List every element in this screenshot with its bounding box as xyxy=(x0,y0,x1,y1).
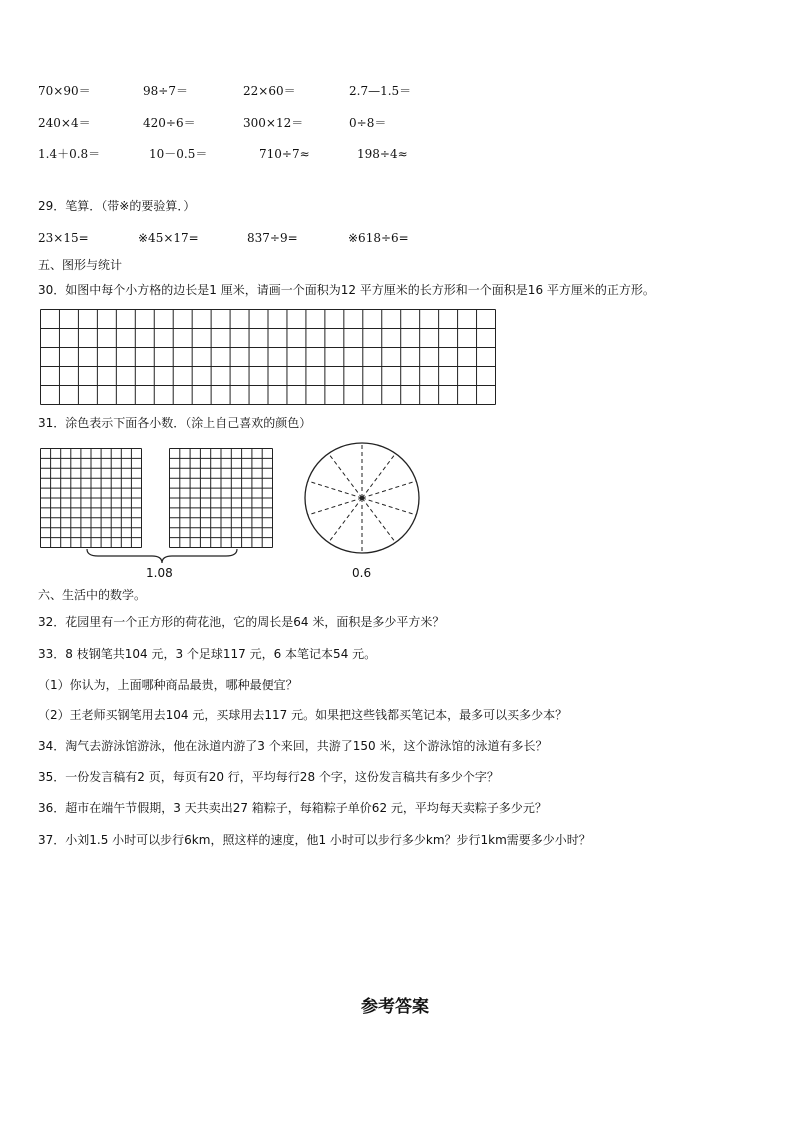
calc-item: 1.4＋0.8＝ xyxy=(38,147,101,161)
circle-divider xyxy=(308,481,362,498)
calc-item: 0÷8＝ xyxy=(349,116,387,130)
section-5-heading: 五、图形与统计 xyxy=(38,258,123,272)
question-34: 34．淘气去游泳馆游泳，他在泳道内游了3 个来回，共游了150 米，这个游泳馆的泳道有多长？ xyxy=(38,739,548,753)
square-grid xyxy=(40,309,496,409)
calc-item: 420÷6＝ xyxy=(143,116,196,130)
calc-item: 98÷7＝ xyxy=(143,84,188,98)
circle-divider xyxy=(362,481,416,498)
circle-decimal-label: 0.6 xyxy=(352,566,372,580)
written-calc-item: 837÷9= xyxy=(247,231,298,245)
question-32: 32．花园里有一个正方形的荷花池，它的周长是64 米，面积是多少平方米？ xyxy=(38,615,445,629)
written-calc-item: ※45×17= xyxy=(138,231,199,245)
question-33-part-1: （1）你认为，上面哪种商品最贵，哪种最便宜？ xyxy=(38,678,298,692)
question-35: 35．一份发言稿有2 页，每页有20 行，平均每行28 个字，这份发言稿共有多少个字？ xyxy=(38,770,499,784)
hundred-grid-1 xyxy=(40,448,142,552)
calc-item: 10－0.5＝ xyxy=(149,147,208,161)
question-33-title: 33．8 枝钢笔共104 元，3 个足球117 元，6 本笔记本54 元。 xyxy=(38,647,377,661)
written-calc-item: ※618÷6= xyxy=(348,231,409,245)
section-6-heading: 六、生活中的数学。 xyxy=(38,588,147,602)
question-30: 30．如图中每个小方格的边长是1 厘米，请画一个面积为12 平方厘米的长方形和一个面积是16 平方厘米的正方形。 xyxy=(38,283,655,297)
circle-diagram xyxy=(304,441,422,561)
calc-item: 240×4＝ xyxy=(38,116,91,130)
calc-item: 198÷4≈ xyxy=(357,147,408,161)
question-29-title: 29．笔算．（带※的要验算．） xyxy=(38,199,196,213)
calc-item: 300×12＝ xyxy=(243,116,304,130)
answer-heading: 参考答案 xyxy=(361,997,429,1017)
question-33-part-2: （2）王老师买钢笔用去104 元，买球用去117 元。如果把这些钱都买笔记本，最多可以买多少本？ xyxy=(38,708,568,722)
circle-divider xyxy=(328,498,362,542)
calc-item: 710÷7≈ xyxy=(259,147,310,161)
circle-divider xyxy=(308,498,362,515)
circle-divider xyxy=(362,498,396,542)
question-37: 37．小刘1.5 小时可以步行6km，照这样的速度，他1 小时可以步行多少km？步行1km需要多少小时？ xyxy=(38,833,591,847)
circle-divider xyxy=(362,498,416,515)
grid-decimal-label: 1.08 xyxy=(146,566,173,580)
hundred-grid-2 xyxy=(169,448,273,552)
calc-item: 22×60＝ xyxy=(243,84,296,98)
written-calc-item: 23×15= xyxy=(38,231,89,245)
question-36: 36．超市在端午节假期，3 天共卖出27 箱粽子，每箱粽子单价62 元，平均每天卖粽子多少元？ xyxy=(38,801,547,815)
calc-item: 2.7—1.5＝ xyxy=(349,84,412,98)
circle-divider xyxy=(362,454,396,498)
circle-divider xyxy=(328,454,362,498)
question-31-title: 31．涂色表示下面各小数．（涂上自己喜欢的颜色） xyxy=(38,416,312,430)
calc-item: 70×90＝ xyxy=(38,84,91,98)
